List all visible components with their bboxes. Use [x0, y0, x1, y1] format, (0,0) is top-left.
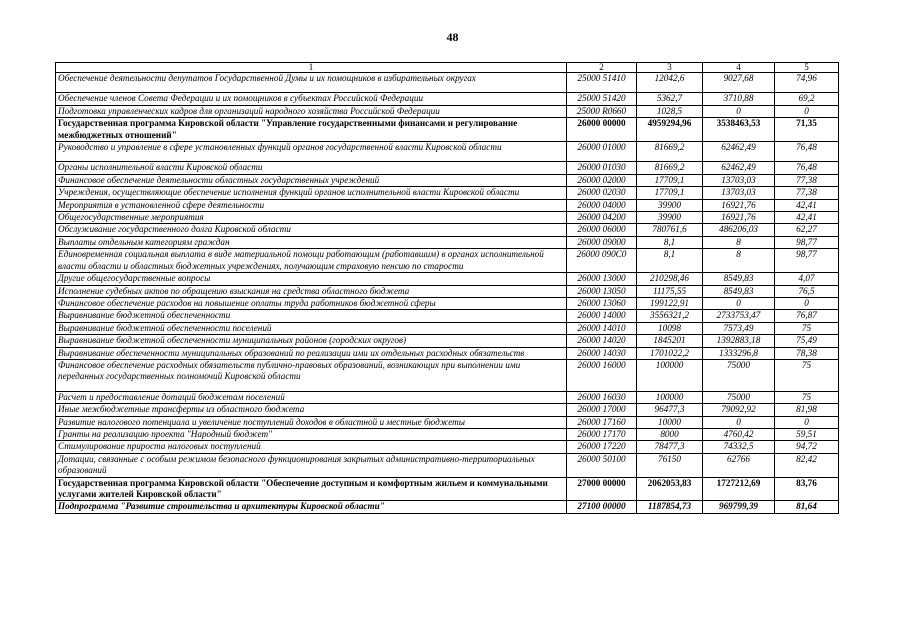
row-fact-cell: 62462,49	[703, 142, 775, 162]
table-row	[56, 212, 839, 224]
row-code-cell: 25000 51410	[567, 73, 637, 93]
row-name-cell: Финансовое обеспечение расходов на повышение оплаты труда работников бюджетной сферы	[56, 297, 567, 309]
row-percent-cell: 59,51	[775, 428, 839, 440]
row-code-cell: 26000 01000	[567, 142, 637, 162]
table-row	[56, 93, 839, 105]
row-name-cell: Другие общегосударственные вопросы	[56, 273, 567, 285]
row-code-cell: 26000 16030	[567, 391, 637, 403]
row-fact-cell: 486206,03	[703, 224, 775, 236]
table-row	[56, 224, 839, 236]
row-percent-cell: 0	[775, 416, 839, 428]
row-fact-cell: 8	[703, 249, 775, 273]
row-code-cell: 27100 00000	[567, 501, 637, 513]
row-code-cell: 27000 00000	[567, 477, 637, 501]
row-name-cell: Органы исполнительной власти Кировской области	[56, 162, 567, 174]
row-plan-cell: 17709,1	[637, 187, 703, 199]
row-name-cell: Финансовое обеспечение расходных обязательств публично-правовых образований, возникающих при выполнении ими переданных государственных полномочий Кировской области	[56, 359, 567, 391]
row-percent-cell: 81,64	[775, 501, 839, 513]
row-plan-cell: 199122,91	[637, 297, 703, 309]
row-name-cell: Общегосударственные мероприятия	[56, 212, 567, 224]
row-plan-cell: 8000	[637, 428, 703, 440]
row-plan-cell: 17709,1	[637, 174, 703, 186]
row-plan-cell: 11175,55	[637, 285, 703, 297]
row-plan-cell: 39900	[637, 212, 703, 224]
row-name-cell: Выравнивание бюджетной обеспеченности муниципальных районов (городских округов)	[56, 335, 567, 347]
row-name-cell: Выплаты отдельным категориям граждан	[56, 236, 567, 248]
row-code-cell: 26000 01030	[567, 162, 637, 174]
row-plan-cell: 76150	[637, 453, 703, 477]
row-plan-cell: 5362,7	[637, 93, 703, 105]
row-percent-cell: 0	[775, 105, 839, 117]
row-code-cell: 26000 04000	[567, 199, 637, 211]
table-row	[56, 441, 839, 453]
row-plan-cell: 12042,6	[637, 73, 703, 93]
row-code-cell: 26000 14000	[567, 310, 637, 322]
table-row	[56, 335, 839, 347]
table-row	[56, 273, 839, 285]
row-percent-cell: 76,48	[775, 142, 839, 162]
table-row	[56, 174, 839, 186]
row-plan-cell: 1845201	[637, 335, 703, 347]
row-plan-cell: 8,1	[637, 236, 703, 248]
row-plan-cell: 8,1	[637, 249, 703, 273]
row-plan-cell: 81669,2	[637, 162, 703, 174]
row-fact-cell: 13703,03	[703, 174, 775, 186]
row-plan-cell: 78477,3	[637, 441, 703, 453]
column-header-name: 1	[56, 63, 567, 73]
row-fact-cell: 0	[703, 105, 775, 117]
column-header-fact: 4	[703, 63, 775, 73]
table-row	[56, 285, 839, 297]
table-row	[56, 297, 839, 309]
row-name-cell: Мероприятия в установленной сфере деятельности	[56, 199, 567, 211]
row-fact-cell: 1333296,8	[703, 347, 775, 359]
row-percent-cell: 82,42	[775, 453, 839, 477]
row-plan-cell: 96477,3	[637, 404, 703, 416]
row-fact-cell: 16921,76	[703, 199, 775, 211]
table-row	[56, 249, 839, 273]
row-code-cell: 26000 090С0	[567, 249, 637, 273]
row-code-cell: 26000 14010	[567, 322, 637, 334]
row-fact-cell: 4760,42	[703, 428, 775, 440]
row-name-cell: Выравнивание бюджетной обеспеченности	[56, 310, 567, 322]
table-row	[56, 322, 839, 334]
row-percent-cell: 76,87	[775, 310, 839, 322]
row-name-cell: Иные межбюджетные трансферты из областного бюджета	[56, 404, 567, 416]
row-fact-cell: 16921,76	[703, 212, 775, 224]
row-percent-cell: 42,41	[775, 212, 839, 224]
row-percent-cell: 75	[775, 359, 839, 391]
row-fact-cell: 79092,92	[703, 404, 775, 416]
row-fact-cell: 0	[703, 297, 775, 309]
column-header-code: 2	[567, 63, 637, 73]
row-name-cell: Подготовка управленческих кадров для организаций народного хозяйства Российской Федерации	[56, 105, 567, 117]
row-plan-cell: 780761,6	[637, 224, 703, 236]
row-fact-cell: 9027,68	[703, 73, 775, 93]
budget-table	[55, 62, 839, 514]
column-header-percent: 5	[775, 63, 839, 73]
row-name-cell: Государственная программа Кировской области "Обеспечение доступным и комфортным жильем и коммунальными услугами жителей Кировской области"	[56, 477, 567, 501]
table-row	[56, 199, 839, 211]
table-row	[56, 142, 839, 162]
row-plan-cell: 1187854,73	[637, 501, 703, 513]
row-plan-cell: 1028,5	[637, 105, 703, 117]
row-name-cell: Подпрограмма "Развитие строительства и архитектуры Кировской области"	[56, 501, 567, 513]
row-code-cell: 26000 14030	[567, 347, 637, 359]
row-fact-cell: 1392883,18	[703, 335, 775, 347]
table-row	[56, 162, 839, 174]
row-code-cell: 25000 R0660	[567, 105, 637, 117]
row-name-cell: Выравнивание обеспеченности муниципальных образований по реализации ими их отдельных расходных обязательств	[56, 347, 567, 359]
row-plan-cell: 100000	[637, 391, 703, 403]
row-name-cell: Обеспечение членов Совета Федерации и их помощников в субъектах Российской Федерации	[56, 93, 567, 105]
row-name-cell: Гранты на реализацию проекта "Народный бюджет"	[56, 428, 567, 440]
row-plan-cell: 1701022,2	[637, 347, 703, 359]
row-name-cell: Руководство и управление в сфере установленных функций органов государственной власти Кировской области	[56, 142, 567, 162]
row-fact-cell: 62766	[703, 453, 775, 477]
table-row	[56, 453, 839, 477]
row-code-cell: 26000 06000	[567, 224, 637, 236]
row-code-cell: 26000 04200	[567, 212, 637, 224]
row-fact-cell: 8549,83	[703, 273, 775, 285]
table-header-row	[56, 63, 839, 73]
row-fact-cell: 0	[703, 416, 775, 428]
table-row	[56, 501, 839, 513]
row-name-cell: Исполнение судебных актов по обращению взыскания на средства областного бюджета	[56, 285, 567, 297]
row-code-cell: 26000 02030	[567, 187, 637, 199]
row-code-cell: 26000 50100	[567, 453, 637, 477]
row-percent-cell: 76,48	[775, 162, 839, 174]
table-row	[56, 416, 839, 428]
row-code-cell: 25000 51420	[567, 93, 637, 105]
row-plan-cell: 81669,2	[637, 142, 703, 162]
page-number: 48	[446, 30, 459, 44]
row-name-cell: Выравнивание бюджетной обеспеченности поселений	[56, 322, 567, 334]
row-fact-cell: 75000	[703, 359, 775, 391]
column-header-plan: 3	[637, 63, 703, 73]
row-percent-cell: 81,98	[775, 404, 839, 416]
row-percent-cell: 83,76	[775, 477, 839, 501]
row-percent-cell: 75	[775, 391, 839, 403]
row-code-cell: 26000 16000	[567, 359, 637, 391]
row-name-cell: Стимулирование прироста налоговых поступлений	[56, 441, 567, 453]
row-fact-cell: 8549,83	[703, 285, 775, 297]
row-fact-cell: 13703,03	[703, 187, 775, 199]
table-row	[56, 73, 839, 93]
row-percent-cell: 76,5	[775, 285, 839, 297]
row-fact-cell: 75000	[703, 391, 775, 403]
row-fact-cell: 3538463,53	[703, 118, 775, 142]
row-percent-cell: 77,38	[775, 187, 839, 199]
row-percent-cell: 75	[775, 322, 839, 334]
table-row	[56, 477, 839, 501]
table-row	[56, 105, 839, 117]
row-percent-cell: 0	[775, 297, 839, 309]
row-name-cell: Дотации, связанные с особым режимом безопасного функционирования закрытых административно-территориальных образований	[56, 453, 567, 477]
row-percent-cell: 42,41	[775, 199, 839, 211]
row-fact-cell: 62462,49	[703, 162, 775, 174]
table-row	[56, 310, 839, 322]
row-code-cell: 26000 00000	[567, 118, 637, 142]
row-percent-cell: 77,38	[775, 174, 839, 186]
row-code-cell: 26000 17000	[567, 404, 637, 416]
row-fact-cell: 3710,88	[703, 93, 775, 105]
table-row	[56, 118, 839, 142]
row-code-cell: 26000 13050	[567, 285, 637, 297]
row-fact-cell: 969799,39	[703, 501, 775, 513]
table-row	[56, 236, 839, 248]
row-plan-cell: 10098	[637, 322, 703, 334]
row-code-cell: 26000 13000	[567, 273, 637, 285]
row-percent-cell: 98,77	[775, 236, 839, 248]
row-plan-cell: 3556321,2	[637, 310, 703, 322]
row-percent-cell: 69,2	[775, 93, 839, 105]
table-row	[56, 187, 839, 199]
row-percent-cell: 98,77	[775, 249, 839, 273]
row-fact-cell: 74332,5	[703, 441, 775, 453]
row-name-cell: Единовременная социальная выплата в виде материальной помощи работающим (работавшим) в органах исполнительной власти области и областных бюджетных учреждениях, получающим страховую пенсию по старости	[56, 249, 567, 273]
row-plan-cell: 39900	[637, 199, 703, 211]
row-percent-cell: 78,38	[775, 347, 839, 359]
row-name-cell: Финансовое обеспечение деятельности областных государственных учреждений	[56, 174, 567, 186]
row-plan-cell: 4959294,96	[637, 118, 703, 142]
row-name-cell: Учреждения, осуществляющие обеспечение исполнения функций органов исполнительной власти Кировской области	[56, 187, 567, 199]
row-plan-cell: 10000	[637, 416, 703, 428]
row-code-cell: 26000 13060	[567, 297, 637, 309]
row-plan-cell: 210298,46	[637, 273, 703, 285]
row-percent-cell: 4,07	[775, 273, 839, 285]
row-code-cell: 26000 02000	[567, 174, 637, 186]
table-row	[56, 404, 839, 416]
table-row	[56, 391, 839, 403]
row-percent-cell: 74,96	[775, 73, 839, 93]
row-fact-cell: 1727212,69	[703, 477, 775, 501]
row-plan-cell: 100000	[637, 359, 703, 391]
row-code-cell: 26000 09000	[567, 236, 637, 248]
row-name-cell: Развитие налогового потенциала и увеличение поступлений доходов в областной и местные бюджеты	[56, 416, 567, 428]
table-row	[56, 428, 839, 440]
row-fact-cell: 8	[703, 236, 775, 248]
row-fact-cell: 7573,49	[703, 322, 775, 334]
row-name-cell: Обеспечение деятельности депутатов Государственной Думы и их помощников в избирательных округах	[56, 73, 567, 93]
row-code-cell: 26000 14020	[567, 335, 637, 347]
row-code-cell: 26000 17220	[567, 441, 637, 453]
row-name-cell: Обслуживание государственного долга Кировской области	[56, 224, 567, 236]
row-percent-cell: 71,35	[775, 118, 839, 142]
table-row	[56, 359, 839, 391]
row-code-cell: 26000 17170	[567, 428, 637, 440]
row-percent-cell: 94,72	[775, 441, 839, 453]
row-percent-cell: 75,49	[775, 335, 839, 347]
row-percent-cell: 62,27	[775, 224, 839, 236]
table-row	[56, 347, 839, 359]
row-plan-cell: 2062053,83	[637, 477, 703, 501]
row-name-cell: Расчет и предоставление дотаций бюджетам поселений	[56, 391, 567, 403]
row-name-cell: Государственная программа Кировской области "Управление государственными финансами и регулирование межбюджетных отношений"	[56, 118, 567, 142]
row-fact-cell: 2733753,47	[703, 310, 775, 322]
row-code-cell: 26000 17160	[567, 416, 637, 428]
